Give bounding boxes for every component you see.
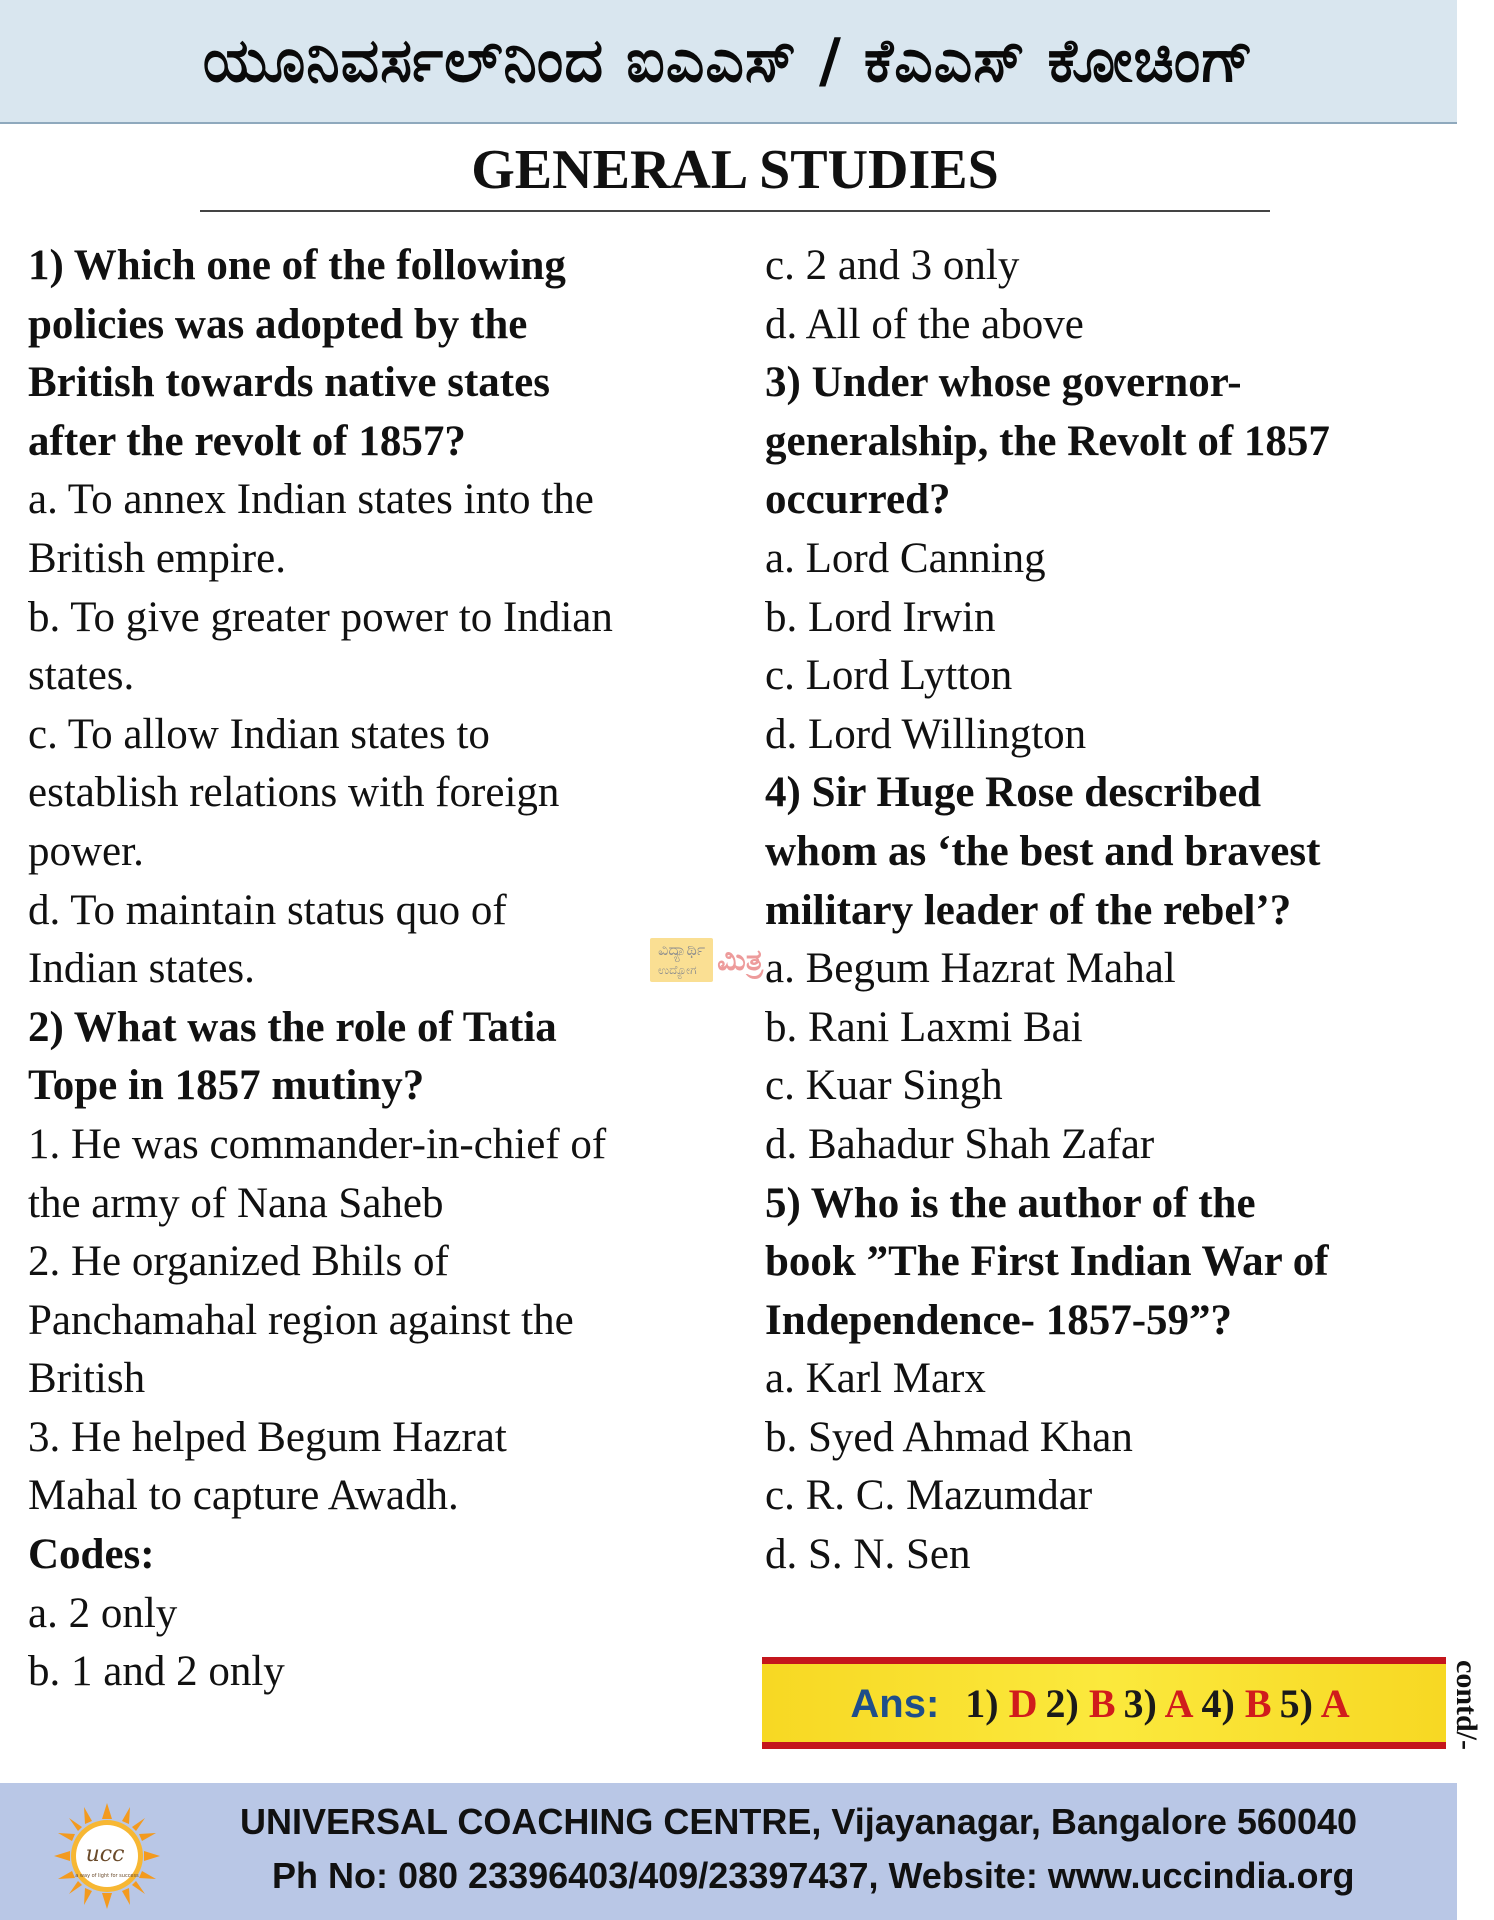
left-option-line: British empire. [28,534,286,582]
watermark-box [650,938,713,982]
answer-letter: A [1320,1680,1350,1726]
right-option-line: a. Karl Marx [765,1355,986,1403]
footer [0,1783,1457,1920]
watermark-line2: ಉದ್ಯೋಗ [658,963,697,977]
answer-number: 3) [1123,1680,1157,1726]
right-option-line: b. Lord Irwin [765,593,996,641]
right-column [765,237,1445,1585]
right-question-line: book ”The First Indian War of [765,1238,1329,1286]
left-question-line: 2) What was the role of Tatia [28,1003,557,1051]
right-question-line: Independence- 1857-59”? [765,1296,1233,1344]
left-question-line: Tope in 1857 mutiny? [28,1062,425,1110]
left-option-line: states. [28,652,135,700]
header-banner [0,0,1457,124]
watermark-main: ಮಿತ್ರ [717,942,763,978]
left-question-line: policies was adopted by the [28,300,528,348]
continued-label: contd/- [1450,1660,1483,1750]
right-question-line: occurred? [765,476,951,524]
right-question-line: 4) Sir Huge Rose described [765,769,1262,817]
right-option-line: c. Lord Lytton [765,652,1013,700]
logo-tagline: a way of light for success [75,1873,139,1879]
left-column [28,237,718,1702]
left-option-line: a. To annex Indian states into the [28,476,594,524]
ucc-logo-icon [52,1801,162,1911]
footer-contact: Ph No: 080 23396403/409/23397437, Website: www.uccindia.org [272,1855,1355,1896]
left-option-line: b. To give greater power to Indian [28,593,613,641]
left-option-line: 1. He was commander-in-chief of [28,1120,607,1168]
footer-address: UNIVERSAL COACHING CENTRE, Vijayanagar, Bangalore 560040 [240,1801,1358,1842]
right-question-line: military leader of the rebel’? [765,886,1292,934]
page-title: GENERAL STUDIES [200,132,1270,212]
left-option-line: Indian states. [28,945,255,993]
right-question-line: whom as ‘the best and bravest [765,827,1321,875]
answer-number: 2) [1045,1680,1079,1726]
left-question-line: British towards native states [28,359,550,407]
left-option-line: establish relations with foreign [28,769,560,817]
right-option-line: b. Syed Ahmad Khan [765,1413,1133,1461]
right-option-line: d. Lord Willington [765,710,1087,758]
right-question-line: generalship, the Revolt of 1857 [765,417,1330,465]
left-question-line: after the revolt of 1857? [28,417,466,465]
left-question-line: Codes: [28,1531,155,1579]
left-option-line: 3. He helped Begum Hazrat [28,1413,507,1461]
logo-text: ucc [85,1842,125,1867]
left-option-line: c. To allow Indian states to [28,710,490,758]
right-option-line: b. Rani Laxmi Bai [765,1003,1083,1051]
answer-letter: D [1008,1680,1038,1726]
right-option-line: d. S. N. Sen [765,1531,971,1579]
left-option-line: a. 2 only [28,1589,178,1637]
answer-number: 4) [1201,1680,1235,1726]
banner-title: ಯೂನಿವರ್ಸಲ್‌ನಿಂದ ಐಎಎಸ್ / ಕೆಎಎಸ್ ಕೋಚಿಂಗ್ [202,26,1255,96]
watermark-logo [650,935,790,985]
left-option-line: Panchamahal region against the [28,1296,574,1344]
left-option-line: d. To maintain status quo of [28,886,507,934]
answer-key-box [762,1657,1446,1749]
right-option-line: d. Bahadur Shah Zafar [765,1120,1155,1168]
left-option-line: Mahal to capture Awadh. [28,1472,459,1520]
answer-letter: B [1088,1680,1116,1726]
right-option-line: a. Begum Hazrat Mahal [765,945,1176,993]
right-option-line: c. 2 and 3 only [765,242,1020,289]
answer-number: 1) [965,1680,999,1726]
right-question-line: 3) Under whose governor- [765,359,1242,407]
watermark-line1: ವಿದ್ಯಾರ್ಥಿ [658,940,706,959]
left-option-line: the army of Nana Saheb [28,1179,444,1227]
right-question-line: 5) Who is the author of the [765,1179,1256,1227]
left-option-line: power. [28,827,144,875]
right-option-line: d. All of the above [765,300,1084,348]
answer-letter: B [1244,1680,1272,1726]
left-option-line: 2. He organized Bhils of [28,1238,449,1286]
answer-key [850,1680,1357,1727]
right-option-line: a. Lord Canning [765,534,1046,582]
left-option-line: b. 1 and 2 only [28,1648,285,1696]
answer-number: 5) [1279,1680,1313,1726]
answer-letter: A [1164,1680,1194,1726]
left-option-line: British [28,1355,146,1403]
right-option-line: c. Kuar Singh [765,1062,1003,1110]
answer-label: Ans: [850,1681,940,1726]
right-option-line: c. R. C. Mazumdar [765,1472,1093,1520]
left-question-line: 1) Which one of the following [28,242,566,289]
